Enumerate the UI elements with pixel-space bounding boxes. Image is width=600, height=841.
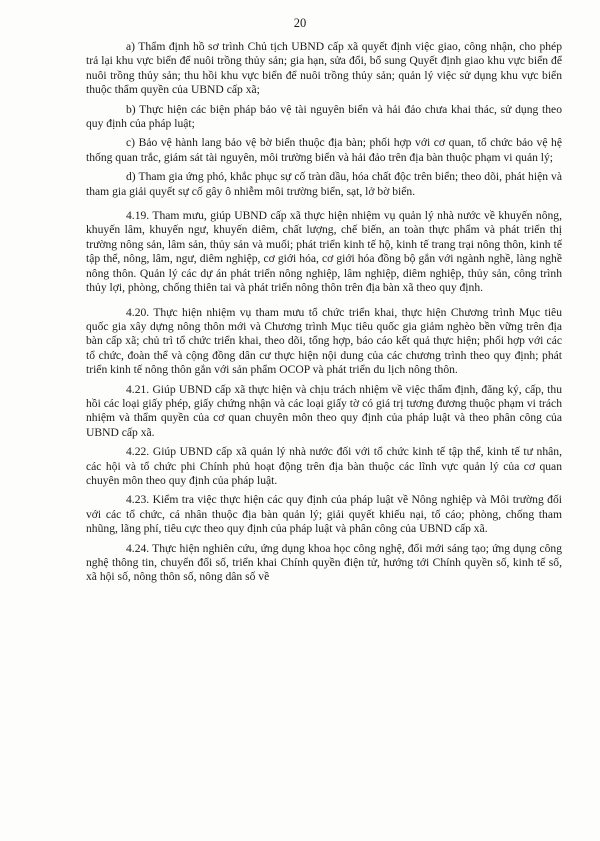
document-body <box>86 40 562 590</box>
paragraph-4-20: 4.20. Thực hiện nhiệm vụ tham mưu tổ chức triển khai, thực hiện Chương trình Mục tiêu quốc gia xây dựng nông thôn mới và Chương trình Mục tiêu quốc gia giảm nghèo bền vững trên địa bàn cấp xã; chủ trì tổ chức triển khai, theo dõi, tổng hợp, báo cáo kết quả thực hiện; phối hợp với các tổ chức, đoàn thể và cộng đồng dân cư thực hiện nội dung của các chương trình theo quy định; phát triển kinh tế nông thôn gắn với sản phẩm OCOP và phát triển du lịch nông thôn. <box>86 305 562 377</box>
page-number: 20 <box>293 16 307 30</box>
paragraph-item-a: a) Thẩm định hồ sơ trình Chủ tịch UBND cấp xã quyết định việc giao, công nhận, cho phép trả lại khu vực biển để nuôi trồng thủy sản; gia hạn, sửa đổi, bổ sung Quyết định giao khu vực biển để nuôi trồng thủy sản; thu hồi khu vực biển để nuôi trồng thủy sản; quản lý việc sử dụng khu vực biển thuộc thẩm quyền của UBND cấp xã; <box>86 40 562 97</box>
paragraph-4-22: 4.22. Giúp UBND cấp xã quản lý nhà nước đối với tổ chức kinh tế tập thể, kinh tế tư nhân, các hội và tổ chức phi Chính phủ hoạt động trên địa bàn thuộc các lĩnh vực quản lý của cơ quan chuyên môn theo quy định của pháp luật. <box>86 445 562 487</box>
paragraph-item-b: b) Thực hiện các biện pháp bảo vệ tài nguyên biển và hải đảo chưa khai thác, sử dụng theo quy định của pháp luật; <box>86 102 562 131</box>
paragraph-4-21: 4.21. Giúp UBND cấp xã thực hiện và chịu trách nhiệm về việc thẩm định, đăng ký, cấp, thu hồi các loại giấy phép, giấy chứng nhận và các loại giấy tờ có giá trị tương đương thuộc phạm vi trách nhiệm và thẩm quyền của cơ quan chuyên môn theo quy định của pháp luật và theo phân công của UBND cấp xã. <box>86 382 562 439</box>
paragraph-4-23: 4.23. Kiểm tra việc thực hiện các quy định của pháp luật về Nông nghiệp và Môi trường đối với các tổ chức, cá nhân thuộc địa bàn quản lý; giải quyết khiếu nại, tố cáo; phòng, chống tham nhũng, lãng phí, tiêu cực theo quy định của pháp luật và phân công của UBND cấp xã. <box>86 493 562 536</box>
paragraph-item-d: d) Tham gia ứng phó, khắc phục sự cố tràn dầu, hóa chất độc trên biển; theo dõi, phát hiện và tham gia giải quyết sự cố gây ô nhiễm môi trường biển, sạt, lở bờ biển. <box>86 170 562 198</box>
paragraph-4-24: 4.24. Thực hiện nghiên cứu, ứng dụng khoa học công nghệ, đổi mới sáng tạo; ứng dụng công nghệ thông tin, chuyển đổi số, triển khai Chính quyền điện tử, hướng tới Chính quyền số, kinh tế số, xã hội số, nông thôn số, nông dân số về <box>86 541 562 584</box>
paragraph-item-c: c) Bảo vệ hành lang bảo vệ bờ biển thuộc địa bàn; phối hợp với cơ quan, tổ chức bảo vệ hệ thống quan trắc, giám sát tài nguyên, môi trường biển và hải đảo trên địa bàn thuộc phạm vi quản lý; <box>86 136 562 164</box>
paragraph-4-19: 4.19. Tham mưu, giúp UBND cấp xã thực hiện nhiệm vụ quản lý nhà nước về khuyến nông, khuyến lâm, khuyến ngư, khuyến diêm, chất lượng, chế biến, an toàn thực phẩm và phát triển thị trường nông sản, lâm sản, thủy sản và muối; phát triển kinh tế hộ, kinh tế trang trại nông thôn, kinh tế tập thể, nông, lâm, ngư, diêm nghiệp, cơ giới hóa, cơ giới hóa đồng bộ gắn với ngành nghề, làng nghề nông thôn. Quản lý các dự án phát triển nông nghiệp, lâm nghiệp, diêm nghiệp, thủy sản, công trình thủy lợi, phòng, chống thiên tai và phát triển nông thôn trên địa bàn xã theo quy định. <box>86 209 562 295</box>
